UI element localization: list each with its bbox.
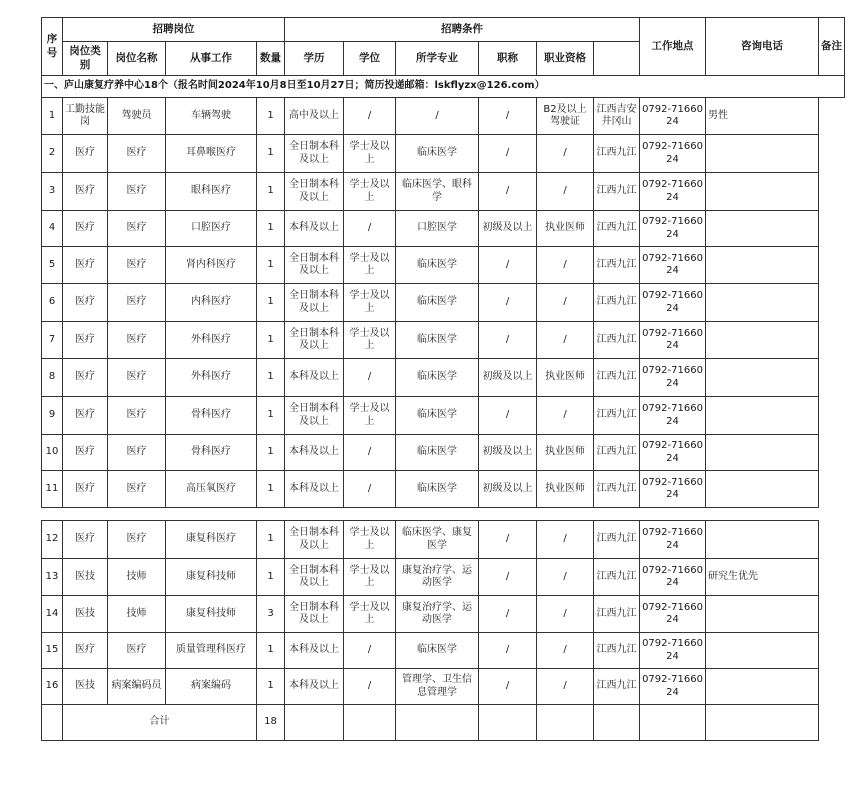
cell-degree: / bbox=[344, 471, 396, 508]
cell-name: 驾驶员 bbox=[108, 98, 166, 135]
cell-phone: 0792-7166024 bbox=[640, 247, 706, 284]
cell-seq: 11 bbox=[42, 471, 63, 508]
cell-location: 江西九江 bbox=[594, 284, 640, 322]
cell-remark bbox=[706, 284, 819, 322]
cell-location: 江西九江 bbox=[594, 471, 640, 508]
cell-count: 1 bbox=[257, 359, 285, 397]
cell-education: 本科及以上 bbox=[285, 211, 344, 247]
cell-category: 医疗 bbox=[63, 173, 108, 211]
cell-degree: 学士及以上 bbox=[344, 397, 396, 435]
cell-location: 江西九江 bbox=[594, 247, 640, 284]
cell-name: 技师 bbox=[108, 559, 166, 596]
cell-remark bbox=[706, 359, 819, 397]
cell-remark bbox=[706, 397, 819, 435]
cell-education: 本科及以上 bbox=[285, 435, 344, 471]
cell-work: 高压氧医疗 bbox=[166, 471, 257, 508]
cell-seq: 15 bbox=[42, 633, 63, 669]
cell-education: 本科及以上 bbox=[285, 633, 344, 669]
cell-phone: 0792-7166024 bbox=[640, 359, 706, 397]
table-row bbox=[42, 284, 845, 322]
cell-work: 耳鼻喉医疗 bbox=[166, 135, 257, 173]
cell-qualification: 执业医师 bbox=[537, 211, 594, 247]
cell-qualification: / bbox=[537, 247, 594, 284]
cell-major: 管理学、卫生信息管理学 bbox=[396, 669, 479, 705]
cell-remark bbox=[706, 596, 819, 633]
header-phone: 咨询电话 bbox=[706, 18, 819, 76]
cell-work: 眼科医疗 bbox=[166, 173, 257, 211]
cell-category: 医疗 bbox=[63, 211, 108, 247]
cell-major: 临床医学 bbox=[396, 633, 479, 669]
cell-category: 医技 bbox=[63, 669, 108, 705]
table-row bbox=[42, 559, 819, 596]
cell-name: 医疗 bbox=[108, 173, 166, 211]
cell-seq: 7 bbox=[42, 322, 63, 359]
cell-education: 全日制本科及以上 bbox=[285, 596, 344, 633]
cell-location: 江西九江 bbox=[594, 397, 640, 435]
cell-phone: 0792-7166024 bbox=[640, 284, 706, 322]
cell-work: 外科医疗 bbox=[166, 322, 257, 359]
cell-work: 骨科医疗 bbox=[166, 397, 257, 435]
cell-seq: 5 bbox=[42, 247, 63, 284]
cell-title: / bbox=[479, 135, 537, 173]
cell-phone: 0792-7166024 bbox=[640, 596, 706, 633]
table-row bbox=[42, 98, 845, 135]
cell-education: 本科及以上 bbox=[285, 669, 344, 705]
cell-degree: / bbox=[344, 435, 396, 471]
cell-phone: 0792-7166024 bbox=[640, 173, 706, 211]
cell-location: 江西九江 bbox=[594, 669, 640, 705]
cell-category: 医技 bbox=[63, 559, 108, 596]
recruitment-table-top bbox=[41, 17, 845, 508]
cell-location: 江西九江 bbox=[594, 521, 640, 559]
table-row bbox=[42, 173, 845, 211]
cell-degree: / bbox=[344, 211, 396, 247]
cell-name: 医疗 bbox=[108, 521, 166, 559]
cell-count: 1 bbox=[257, 135, 285, 173]
cell-category: 医疗 bbox=[63, 471, 108, 508]
cell-degree: / bbox=[344, 98, 396, 135]
table-row bbox=[42, 521, 819, 559]
cell-location: 江西九江 bbox=[594, 633, 640, 669]
cell-seq: 13 bbox=[42, 559, 63, 596]
cell-title: / bbox=[479, 247, 537, 284]
cell-qualification: / bbox=[537, 559, 594, 596]
section-title: 一、庐山康复疗养中心18个（报名时间2024年10月8日至10月27日；简历投递邮箱：lskflyzx@126.com） bbox=[42, 76, 845, 98]
cell-count: 1 bbox=[257, 247, 285, 284]
cell-location: 江西九江 bbox=[594, 596, 640, 633]
cell-remark bbox=[706, 211, 819, 247]
cell-title: / bbox=[479, 559, 537, 596]
cell-seq: 4 bbox=[42, 211, 63, 247]
cell-qualification: / bbox=[537, 284, 594, 322]
cell-name: 病案编码员 bbox=[108, 669, 166, 705]
cell-count: 3 bbox=[257, 596, 285, 633]
cell-work: 质量管理科医疗 bbox=[166, 633, 257, 669]
cell-category: 医技 bbox=[63, 596, 108, 633]
cell-category: 工勤技能岗 bbox=[63, 98, 108, 135]
cell-category: 医疗 bbox=[63, 435, 108, 471]
header-education: 学历 bbox=[285, 42, 344, 76]
table-row bbox=[42, 211, 845, 247]
cell-qualification: / bbox=[537, 521, 594, 559]
cell-title: / bbox=[479, 669, 537, 705]
cell-phone: 0792-7166024 bbox=[640, 471, 706, 508]
cell-major: 临床医学 bbox=[396, 435, 479, 471]
cell-phone: 0792-7166024 bbox=[640, 397, 706, 435]
cell-title: / bbox=[479, 322, 537, 359]
cell-work: 骨科医疗 bbox=[166, 435, 257, 471]
cell-remark: 研究生优先 bbox=[706, 559, 819, 596]
header-major: 所学专业 bbox=[396, 42, 479, 76]
cell-title: / bbox=[479, 633, 537, 669]
cell-phone: 0792-7166024 bbox=[640, 211, 706, 247]
cell-remark bbox=[706, 471, 819, 508]
cell-education: 全日制本科及以上 bbox=[285, 521, 344, 559]
cell-remark bbox=[706, 521, 819, 559]
total-empty bbox=[396, 705, 479, 741]
total-count: 18 bbox=[257, 705, 285, 741]
cell-degree: / bbox=[344, 633, 396, 669]
cell-count: 1 bbox=[257, 397, 285, 435]
total-empty bbox=[537, 705, 594, 741]
cell-count: 1 bbox=[257, 559, 285, 596]
cell-location: 江西九江 bbox=[594, 173, 640, 211]
cell-degree: 学士及以上 bbox=[344, 596, 396, 633]
cell-phone: 0792-7166024 bbox=[640, 322, 706, 359]
cell-category: 医疗 bbox=[63, 397, 108, 435]
cell-name: 医疗 bbox=[108, 397, 166, 435]
cell-education: 全日制本科及以上 bbox=[285, 247, 344, 284]
cell-qualification: / bbox=[537, 669, 594, 705]
cell-major: 康复治疗学、运动医学 bbox=[396, 596, 479, 633]
cell-qualification: 执业医师 bbox=[537, 471, 594, 508]
cell-seq: 3 bbox=[42, 173, 63, 211]
cell-title: / bbox=[479, 596, 537, 633]
cell-count: 1 bbox=[257, 322, 285, 359]
cell-seq: 16 bbox=[42, 669, 63, 705]
cell-qualification: / bbox=[537, 322, 594, 359]
cell-work: 康复科技师 bbox=[166, 596, 257, 633]
cell-category: 医疗 bbox=[63, 247, 108, 284]
cell-major: 口腔医学 bbox=[396, 211, 479, 247]
cell-name: 医疗 bbox=[108, 135, 166, 173]
cell-title: 初级及以上 bbox=[479, 359, 537, 397]
cell-education: 全日制本科及以上 bbox=[285, 135, 344, 173]
cell-name: 医疗 bbox=[108, 322, 166, 359]
cell-qualification: 执业医师 bbox=[537, 359, 594, 397]
cell-seq: 12 bbox=[42, 521, 63, 559]
cell-work: 肾内科医疗 bbox=[166, 247, 257, 284]
header-degree: 学位 bbox=[344, 42, 396, 76]
cell-remark bbox=[706, 247, 819, 284]
header-title: 职称 bbox=[479, 42, 537, 76]
cell-location: 江西九江 bbox=[594, 322, 640, 359]
cell-degree: 学士及以上 bbox=[344, 322, 396, 359]
cell-count: 1 bbox=[257, 284, 285, 322]
cell-major: / bbox=[396, 98, 479, 135]
table-row bbox=[42, 435, 845, 471]
total-seq-cell bbox=[42, 705, 63, 741]
cell-work: 外科医疗 bbox=[166, 359, 257, 397]
cell-count: 1 bbox=[257, 633, 285, 669]
cell-title: / bbox=[479, 397, 537, 435]
cell-location: 江西九江 bbox=[594, 435, 640, 471]
cell-degree: / bbox=[344, 669, 396, 705]
cell-count: 1 bbox=[257, 669, 285, 705]
total-empty bbox=[706, 705, 819, 741]
cell-title: / bbox=[479, 98, 537, 135]
cell-remark bbox=[706, 435, 819, 471]
header-count: 数量 bbox=[257, 42, 285, 76]
cell-title: 初级及以上 bbox=[479, 211, 537, 247]
cell-count: 1 bbox=[257, 98, 285, 135]
cell-qualification: / bbox=[537, 173, 594, 211]
cell-seq: 8 bbox=[42, 359, 63, 397]
cell-work: 内科医疗 bbox=[166, 284, 257, 322]
total-label: 合计 bbox=[63, 705, 257, 741]
cell-degree: 学士及以上 bbox=[344, 135, 396, 173]
cell-phone: 0792-7166024 bbox=[640, 521, 706, 559]
cell-degree: 学士及以上 bbox=[344, 247, 396, 284]
cell-count: 1 bbox=[257, 211, 285, 247]
cell-work: 车辆驾驶 bbox=[166, 98, 257, 135]
cell-count: 1 bbox=[257, 435, 285, 471]
cell-work: 康复科技师 bbox=[166, 559, 257, 596]
cell-qualification: / bbox=[537, 397, 594, 435]
table-row bbox=[42, 669, 819, 705]
header-position-group: 招聘岗位 bbox=[63, 18, 285, 42]
cell-remark bbox=[706, 322, 819, 359]
cell-work: 康复科医疗 bbox=[166, 521, 257, 559]
total-empty bbox=[594, 705, 640, 741]
header-work: 从事工作 bbox=[166, 42, 257, 76]
cell-seq: 9 bbox=[42, 397, 63, 435]
cell-degree: 学士及以上 bbox=[344, 173, 396, 211]
table-row bbox=[42, 359, 845, 397]
header-category: 岗位类别 bbox=[63, 42, 108, 76]
cell-major: 临床医学 bbox=[396, 322, 479, 359]
cell-category: 医疗 bbox=[63, 521, 108, 559]
cell-qualification: B2及以上驾驶证 bbox=[537, 98, 594, 135]
cell-name: 医疗 bbox=[108, 435, 166, 471]
cell-remark bbox=[706, 633, 819, 669]
cell-name: 医疗 bbox=[108, 247, 166, 284]
cell-name: 医疗 bbox=[108, 359, 166, 397]
cell-phone: 0792-7166024 bbox=[640, 669, 706, 705]
cell-qualification: 执业医师 bbox=[537, 435, 594, 471]
cell-name: 医疗 bbox=[108, 211, 166, 247]
cell-title: / bbox=[479, 284, 537, 322]
cell-major: 临床医学 bbox=[396, 284, 479, 322]
cell-major: 临床医学 bbox=[396, 359, 479, 397]
cell-major: 临床医学 bbox=[396, 247, 479, 284]
header-remark: 备注 bbox=[819, 18, 845, 76]
header-qualification: 职业资格 bbox=[537, 42, 594, 76]
cell-remark: 男性 bbox=[706, 98, 819, 135]
cell-phone: 0792-7166024 bbox=[640, 633, 706, 669]
cell-name: 技师 bbox=[108, 596, 166, 633]
cell-name: 医疗 bbox=[108, 471, 166, 508]
cell-education: 全日制本科及以上 bbox=[285, 322, 344, 359]
cell-count: 1 bbox=[257, 471, 285, 508]
table-row bbox=[42, 633, 819, 669]
cell-seq: 6 bbox=[42, 284, 63, 322]
cell-degree: 学士及以上 bbox=[344, 284, 396, 322]
total-empty bbox=[285, 705, 344, 741]
header-seq: 序号 bbox=[42, 18, 63, 76]
cell-degree: 学士及以上 bbox=[344, 559, 396, 596]
cell-name: 医疗 bbox=[108, 633, 166, 669]
table-row bbox=[42, 397, 845, 435]
cell-phone: 0792-7166024 bbox=[640, 98, 706, 135]
table-row bbox=[42, 322, 845, 359]
cell-education: 全日制本科及以上 bbox=[285, 284, 344, 322]
cell-name: 医疗 bbox=[108, 284, 166, 322]
cell-education: 全日制本科及以上 bbox=[285, 397, 344, 435]
cell-category: 医疗 bbox=[63, 359, 108, 397]
cell-major: 临床医学、眼科学 bbox=[396, 173, 479, 211]
table-row bbox=[42, 135, 845, 173]
cell-title: / bbox=[479, 521, 537, 559]
recruitment-table-bottom bbox=[41, 520, 819, 741]
cell-major: 临床医学、康复医学 bbox=[396, 521, 479, 559]
cell-title: / bbox=[479, 173, 537, 211]
cell-education: 本科及以上 bbox=[285, 471, 344, 508]
cell-category: 医疗 bbox=[63, 633, 108, 669]
cell-qualification: / bbox=[537, 135, 594, 173]
header-name: 岗位名称 bbox=[108, 42, 166, 76]
header-location: 工作地点 bbox=[640, 18, 706, 76]
cell-phone: 0792-7166024 bbox=[640, 559, 706, 596]
cell-education: 高中及以上 bbox=[285, 98, 344, 135]
total-empty bbox=[344, 705, 396, 741]
cell-seq: 2 bbox=[42, 135, 63, 173]
cell-major: 康复治疗学、运动医学 bbox=[396, 559, 479, 596]
table-row bbox=[42, 471, 845, 508]
cell-location: 江西吉安井冈山 bbox=[594, 98, 640, 135]
cell-education: 本科及以上 bbox=[285, 359, 344, 397]
cell-location: 江西九江 bbox=[594, 359, 640, 397]
cell-phone: 0792-7166024 bbox=[640, 135, 706, 173]
cell-category: 医疗 bbox=[63, 322, 108, 359]
cell-seq: 10 bbox=[42, 435, 63, 471]
total-empty bbox=[640, 705, 706, 741]
cell-major: 临床医学 bbox=[396, 471, 479, 508]
header-conditions-group: 招聘条件 bbox=[285, 18, 640, 42]
cell-work: 口腔医疗 bbox=[166, 211, 257, 247]
cell-seq: 14 bbox=[42, 596, 63, 633]
cell-degree: 学士及以上 bbox=[344, 521, 396, 559]
table-row bbox=[42, 596, 819, 633]
cell-remark bbox=[706, 669, 819, 705]
cell-count: 1 bbox=[257, 173, 285, 211]
cell-degree: / bbox=[344, 359, 396, 397]
cell-phone: 0792-7166024 bbox=[640, 435, 706, 471]
cell-qualification: / bbox=[537, 633, 594, 669]
cell-major: 临床医学 bbox=[396, 397, 479, 435]
cell-location: 江西九江 bbox=[594, 211, 640, 247]
cell-remark bbox=[706, 173, 819, 211]
cell-category: 医疗 bbox=[63, 135, 108, 173]
cell-qualification: / bbox=[537, 596, 594, 633]
cell-count: 1 bbox=[257, 521, 285, 559]
cell-location: 江西九江 bbox=[594, 559, 640, 596]
total-empty bbox=[479, 705, 537, 741]
cell-education: 全日制本科及以上 bbox=[285, 559, 344, 596]
cell-education: 全日制本科及以上 bbox=[285, 173, 344, 211]
cell-work: 病案编码 bbox=[166, 669, 257, 705]
cell-remark bbox=[706, 135, 819, 173]
table-row bbox=[42, 247, 845, 284]
cell-title: 初级及以上 bbox=[479, 471, 537, 508]
cell-major: 临床医学 bbox=[396, 135, 479, 173]
cell-seq: 1 bbox=[42, 98, 63, 135]
cell-category: 医疗 bbox=[63, 284, 108, 322]
cell-location: 江西九江 bbox=[594, 135, 640, 173]
cell-title: 初级及以上 bbox=[479, 435, 537, 471]
